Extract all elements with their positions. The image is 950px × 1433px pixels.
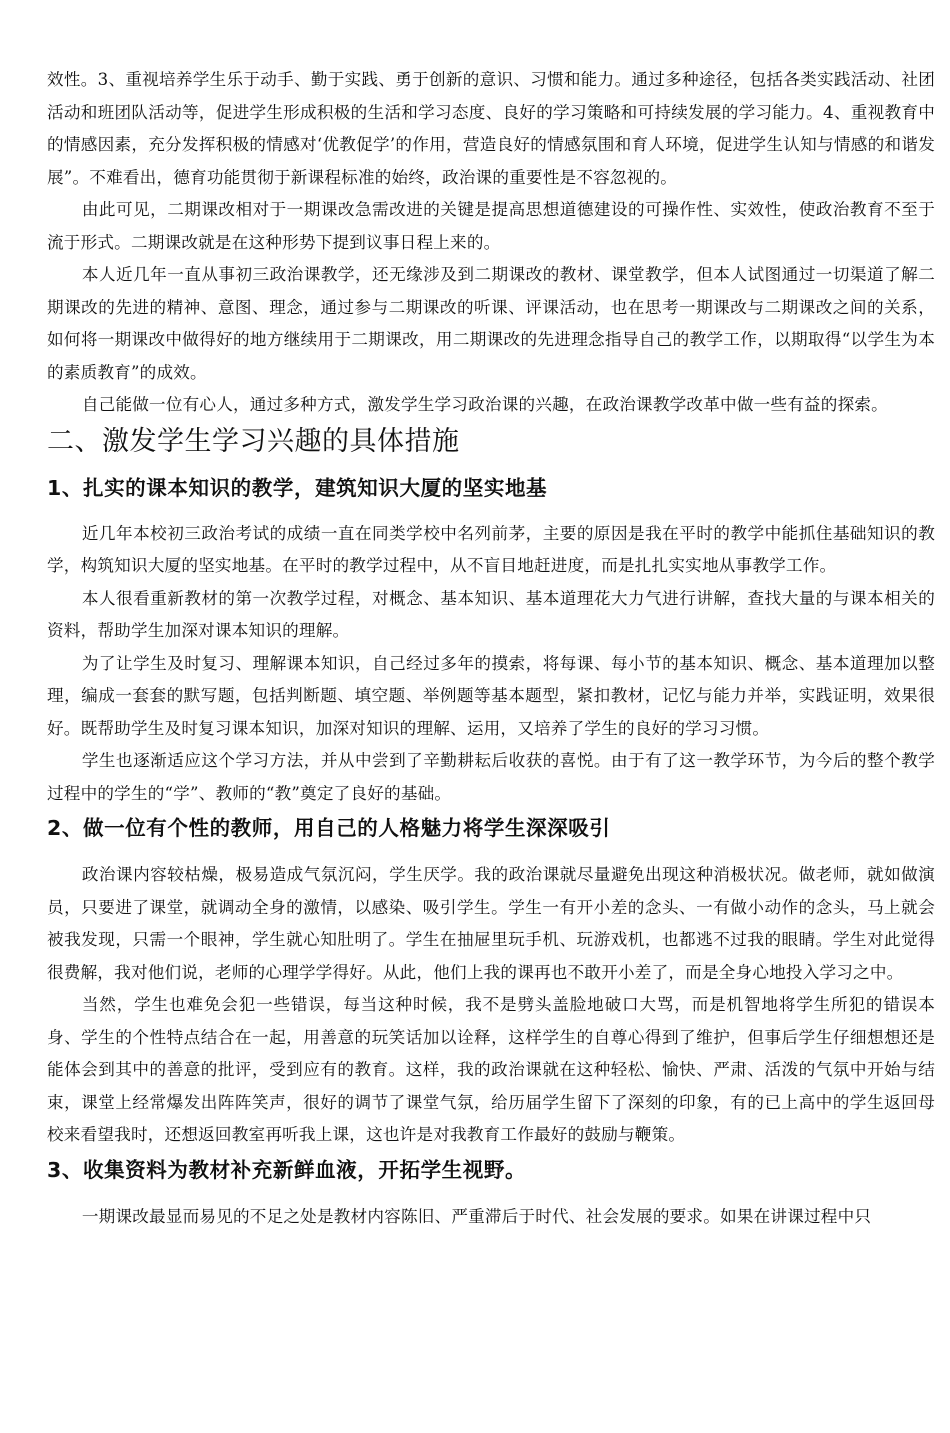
paragraph: 本人近几年一直从事初三政治课教学，还无缘涉及到二期课改的教材、课堂教学，但本人试图通过一切渠道了解二期课改的先进的精神、意图、理念，通过参与二期课改的听课、评课活动，也在思考一期课改与二期课改之间的关系，如何将一期课改中做得好的地方继续用于二期课改，用二期课改的先进理念指导自己的教学工作，以期取得“以学生为本的素质教育”的成效。 — [47, 265, 935, 382]
subsection-heading-1: 1、扎实的课本知识的教学，建筑知识大厦的坚实地基 — [47, 475, 548, 500]
paragraph: 本人很看重新教材的第一次教学过程，对概念、基本知识、基本道理花大力气进行讲解，查找大量的与课本相关的资料，帮助学生加深对课本知识的理解。 — [47, 588, 935, 640]
paragraph: 自己能做一位有心人，通过多种方式，激发学生学习政治课的兴趣，在政治课教学改革中做一些有益的探索。 — [81, 395, 888, 414]
paragraph: 一期课改最显而易见的不足之处是教材内容陈旧、严重滞后于时代、社会发展的要求。如果在讲课过程中只 — [81, 1206, 872, 1226]
paragraph: 政治课内容较枯燥，极易造成气氛沉闷，学生厌学。我的政治课就尽量避免出现这种消极状况。做老师，就如做演员，只要进了课堂，就调动全身的激情，以感染、吸引学生。学生一有开小差的念头、一有做小动作的念头，马上就会被我发现，只需一个眼神，学生就心知肚明了。学生在抽屉里玩手机、玩游戏机，也都逃不过我的眼睛。学生对此觉得很费解，我对他们说，老师的心理学学得好。从此，他们上我的课再也不敢开小差了，而是全身心地投入学习之中。 — [47, 865, 935, 982]
paragraph: 当然，学生也难免会犯一些错误，每当这种时候，我不是劈头盖脸地破口大骂，而是机智地将学生所犯的错误本身、学生的个性特点结合在一起，用善意的玩笑话加以诠释，这样学生的自尊心得到了维护，但事后学生仔细想想还是能体会到其中的善意的批评，受到应有的教育。这样，我的政治课就在这种轻松、愉快、严肃、活泼的气氛中开始与结束，课堂上经常爆发出阵阵笑声，很好的调节了课堂气氛，给历届学生留下了深刻的印象，有的已上高中的学生返回母校来看望我时，还想返回教室再听我上课，这也许是对我教育工作最好的鼓励与鞭策。 — [47, 995, 935, 1144]
section-heading: 二、激发学生学习兴趣的具体措施 — [47, 425, 460, 457]
subsection-heading-3: 3、收集资料为教材补充新鲜血液，开拓学生视野。 — [47, 1157, 527, 1182]
document-page — [47, 64, 935, 1233]
paragraph: 效性。3、重视培养学生乐于动手、勤于实践、勇于创新的意识、习惯和能力。通过多种途径，包括各类实践活动、社团活动和班团队活动等，促进学生形成积极的生活和学习态度、良好的学习策略和可持续发展的学习能力。4、重视教育中的情感因素，充分发挥积极的情感对‘优教促学’的作用，营造良好的情感氛围和育人环境，促进学生认知与情感的和谐发展”。不难看出，德育功能贯彻于新课程标准的始终，政治课的重要性是不容忽视的。 — [47, 70, 935, 187]
paragraph: 学生也逐渐适应这个学习方法，并从中尝到了辛勤耕耘后收获的喜悦。由于有了这一教学环节，为今后的整个教学过程中的学生的“学”、教师的“教”奠定了良好的基础。 — [47, 751, 935, 803]
subsection-heading-2: 2、做一位有个性的教师，用自己的人格魅力将学生深深吸引 — [47, 816, 611, 840]
paragraph: 为了让学生及时复习、理解课本知识，自己经过多年的摸索，将每课、每小节的基本知识、概念、基本道理加以整理，编成一套套的默写题，包括判断题、填空题、举例题等基本题型，紧扣教材，记忆与能力并举，实践证明，效果很好。既帮助学生及时复习课本知识，加深对知识的理解、运用，又培养了学生的良好的学习习惯。 — [47, 653, 935, 738]
paragraph: 由此可见，二期课改相对于一期课改急需改进的关键是提高思想道德建设的可操作性、实效性，使政治教育不至于流于形式。二期课改就是在这种形势下提到议事日程上来的。 — [47, 200, 935, 252]
paragraph: 近几年本校初三政治考试的成绩一直在同类学校中名列前茅，主要的原因是我在平时的教学中能抓住基础知识的教学，构筑知识大厦的坚实地基。在平时的教学过程中，从不盲目地赶进度，而是扎扎实实地从事教学工作。 — [47, 523, 935, 575]
